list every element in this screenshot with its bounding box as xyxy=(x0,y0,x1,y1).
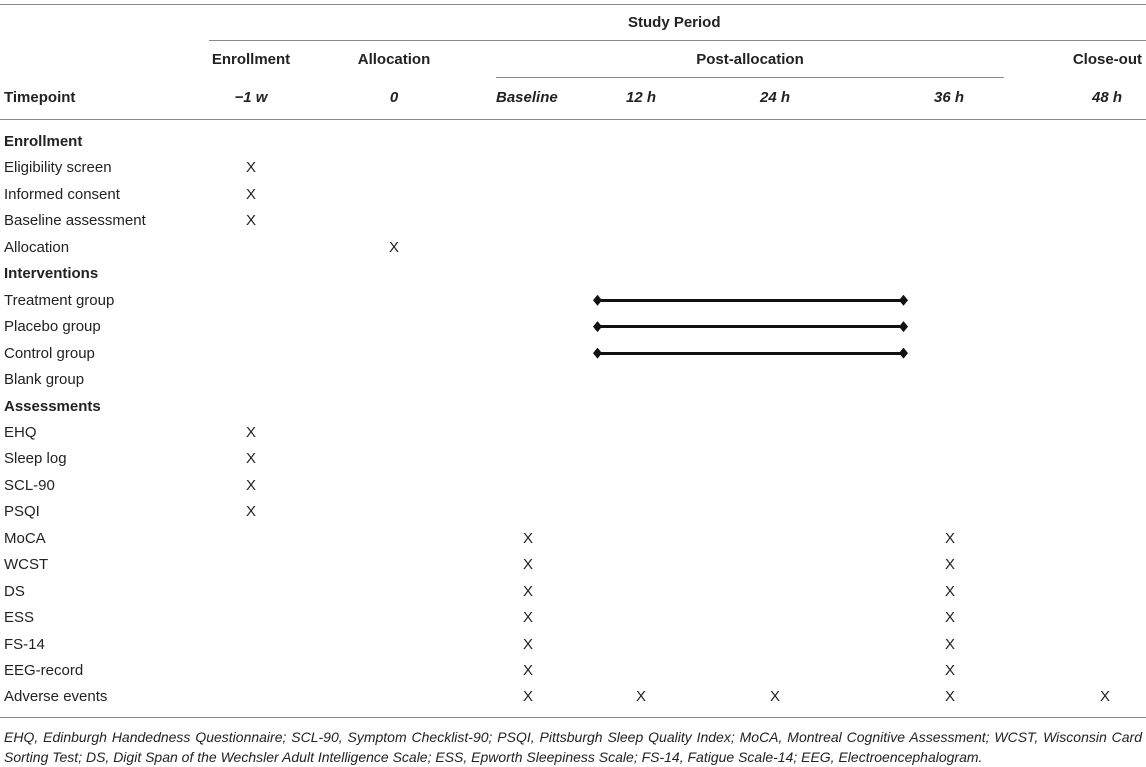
post-allocation-heading: Post-allocation xyxy=(696,51,804,68)
intervention-duration-bar xyxy=(597,325,904,328)
row-label: Blank group xyxy=(4,371,85,389)
schedule-mark: X xyxy=(522,609,533,627)
section-heading: Enrollment xyxy=(4,133,83,150)
timepoint-minus-1w: −1 w xyxy=(234,89,268,106)
row-label: PSQI xyxy=(4,503,40,521)
timepoint-36h: 36 h xyxy=(933,89,964,106)
schedule-mark: X xyxy=(245,423,256,441)
timepoint-48h: 48 h xyxy=(1091,89,1122,106)
row-label: MoCA xyxy=(4,529,46,547)
row-label: Sleep log xyxy=(4,450,67,468)
row-label: Eligibility screen xyxy=(4,159,112,177)
schedule-mark: X xyxy=(944,662,955,679)
row-label: Baseline assessment xyxy=(4,212,146,230)
bar-end-diamond xyxy=(899,295,908,306)
row-label: Control group xyxy=(4,344,95,362)
row-label: Adverse events xyxy=(4,688,108,706)
timepoint-baseline: Baseline xyxy=(496,89,558,106)
schedule-mark: X xyxy=(245,159,256,177)
schedule-mark: X xyxy=(245,503,256,521)
header-bottom-rule xyxy=(0,119,1146,120)
schedule-mark: X xyxy=(245,450,256,468)
schedule-mark: X xyxy=(1099,688,1110,706)
schedule-mark: X xyxy=(522,556,533,574)
bar-end-diamond xyxy=(899,348,908,359)
schedule-mark: X xyxy=(944,635,955,653)
schedule-mark: X xyxy=(522,635,533,653)
schedule-mark: X xyxy=(635,688,646,706)
schedule-mark: X xyxy=(944,529,955,547)
row-label: Allocation xyxy=(4,238,70,256)
table-top-rule xyxy=(0,4,1146,5)
study-period-heading: Study Period xyxy=(628,14,721,31)
schedule-mark: X xyxy=(522,582,533,600)
schedule-mark: X xyxy=(522,688,533,706)
timepoint-12h: 12 h xyxy=(625,89,656,106)
intervention-duration-bar xyxy=(597,352,904,355)
post-allocation-rule xyxy=(496,77,1004,78)
row-label: Informed consent xyxy=(4,185,120,203)
enrollment-heading: Enrollment xyxy=(211,51,291,68)
row-label: ESS xyxy=(4,609,35,627)
row-label: FS-14 xyxy=(4,635,45,653)
schedule-mark: X xyxy=(388,238,399,256)
timepoint-0: 0 xyxy=(389,89,399,106)
schedule-mark: X xyxy=(944,582,955,600)
timepoint-24h: 24 h xyxy=(759,89,790,106)
schedule-mark: X xyxy=(245,212,256,230)
bar-start-diamond xyxy=(593,295,602,306)
bar-start-diamond xyxy=(593,348,602,359)
close-out-heading: Close-out xyxy=(1072,51,1142,68)
row-label: EHQ xyxy=(4,423,37,441)
bar-start-diamond xyxy=(593,321,602,332)
row-label: SCL-90 xyxy=(4,476,55,494)
schedule-mark: X xyxy=(944,688,955,706)
row-label: Placebo group xyxy=(4,318,101,336)
timepoint-label: Timepoint xyxy=(4,89,76,106)
row-label: DS xyxy=(4,582,25,600)
schedule-mark: X xyxy=(769,688,780,706)
schedule-mark: X xyxy=(522,662,533,679)
schedule-mark: X xyxy=(944,609,955,627)
row-label: Treatment group xyxy=(4,291,115,309)
intervention-duration-bar xyxy=(597,299,904,302)
table-footnote: EHQ, Edinburgh Handedness Questionnaire; SCL-90, Symptom Checklist-90; PSQI, Pittsburgh Sleep Quality Index; MoCA, Montreal Cognitive Assessment; WCST, Wisconsin Card Sorting Test; DS, Digit Span of the Wechsler Adult Intelligence Scale; ESS, Epworth Sleepiness Scale; FS-14, Fatigue Scale-14; EEG, Electroencephalogram. xyxy=(4,729,1142,765)
section-heading: Interventions xyxy=(4,265,99,283)
allocation-heading: Allocation xyxy=(357,51,431,68)
bar-end-diamond xyxy=(899,321,908,332)
schedule-mark: X xyxy=(944,556,955,574)
schedule-mark: X xyxy=(245,185,256,203)
row-label: WCST xyxy=(4,556,49,574)
section-heading: Assessments xyxy=(4,397,101,415)
study-period-rule xyxy=(209,40,1146,41)
table-bottom-rule xyxy=(0,717,1146,718)
schedule-mark: X xyxy=(522,529,533,547)
row-label: EEG-record xyxy=(4,662,84,679)
schedule-mark: X xyxy=(245,476,256,494)
